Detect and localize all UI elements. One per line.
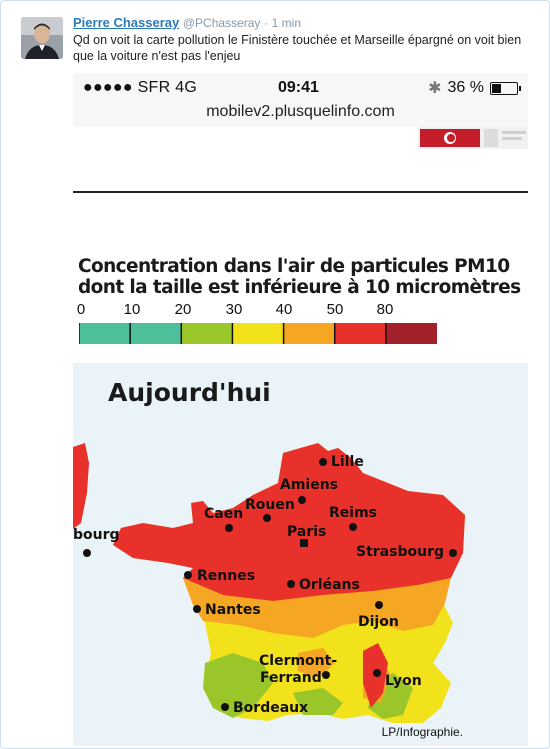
city-lille: Lille	[331, 454, 364, 470]
scale-label-10: 10	[123, 301, 141, 318]
status-clock: 09:41	[278, 79, 319, 96]
scale-label-40: 40	[275, 301, 293, 318]
map-title-line2: dont la taille est inférieure à 10 micromètres	[78, 277, 521, 298]
city-amiens: Amiens	[280, 477, 339, 493]
bluetooth-icon: ✱	[428, 80, 442, 97]
ad-thumbnail-strip	[418, 127, 528, 149]
city-rouen: Rouen	[245, 497, 295, 513]
city-rennes: Rennes	[197, 568, 256, 584]
scale-label-30: 30	[225, 301, 243, 318]
scale-segment	[130, 323, 182, 344]
scale-segment	[335, 323, 387, 344]
scale-label-80: 80	[376, 301, 394, 318]
scale-segment	[386, 323, 437, 344]
status-right	[428, 78, 518, 98]
pollution-color-scale	[79, 323, 437, 344]
city-ferrand-line: Ferrand	[260, 670, 322, 686]
separator: ·	[264, 16, 269, 30]
phone-status-bar	[73, 73, 528, 103]
battery-percent: 36 %	[447, 79, 484, 96]
city-caen: Caen	[204, 506, 244, 522]
city-lyon: Lyon	[385, 673, 422, 689]
avatar[interactable]	[21, 17, 63, 59]
scale-labels	[73, 301, 473, 321]
city-paris: Paris	[287, 524, 327, 540]
author-handle[interactable]: @PChasseray	[182, 16, 261, 30]
scale-label-20: 20	[174, 301, 192, 318]
scale-segment	[181, 323, 233, 344]
france-pollution-map	[73, 363, 528, 746]
scale-segment	[232, 323, 284, 344]
city-orleans: Orléans	[299, 577, 360, 593]
city-clermont-ferrand: Clermont-	[259, 653, 338, 669]
city-dijon: Dijon	[358, 614, 399, 630]
tweet-header	[73, 15, 301, 30]
author-name[interactable]: Pierre Chasseray	[73, 15, 180, 30]
city-strasbourg: Strasbourg	[356, 544, 444, 560]
city-reims: Reims	[329, 505, 377, 521]
carrier-signal: ●●●●● SFR 4G	[83, 79, 198, 96]
city-bourg: bourg	[73, 527, 120, 543]
tweet-text: Qd on voit la carte pollution le Finistère touchée et Marseille épargné on voit bien que la voiture n'est pas l'enjeu	[73, 33, 522, 63]
map-title-line1: Concentration dans l'air de particules PM10	[78, 256, 510, 277]
battery-icon	[490, 82, 518, 95]
divider	[73, 191, 528, 193]
map-heading: Aujourd'hui	[108, 378, 271, 407]
url-bar	[73, 103, 528, 127]
page-url: mobilev2.plusquelinfo.com	[206, 103, 395, 120]
map-title	[78, 256, 521, 298]
scale-label-0: 0	[76, 301, 86, 318]
city-bordeaux: Bordeaux	[233, 700, 309, 716]
scale-segment	[79, 323, 131, 344]
tweet-timestamp[interactable]: 1 min	[271, 16, 302, 30]
image-credit: LP/Infographie.	[381, 725, 463, 739]
attached-image[interactable]	[73, 73, 528, 746]
city-nantes: Nantes	[205, 602, 261, 618]
scale-segment	[284, 323, 336, 344]
scale-label-50: 50	[326, 301, 344, 318]
